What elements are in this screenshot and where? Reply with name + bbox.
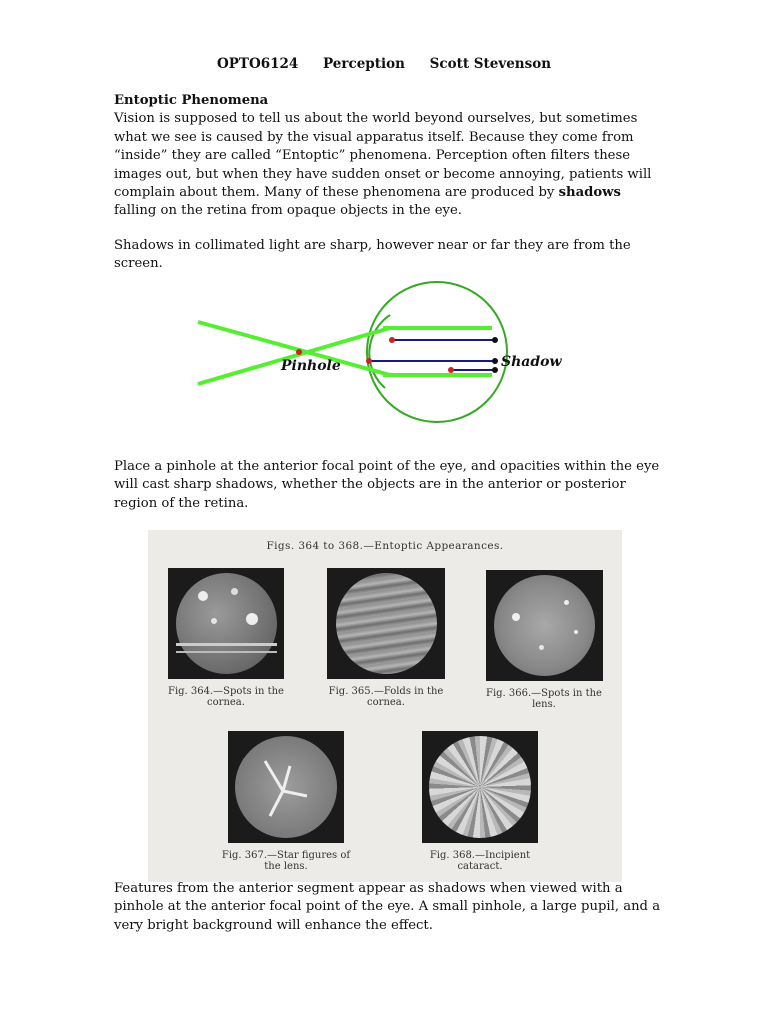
cornea-folds-disc bbox=[336, 573, 437, 674]
closing-paragraph: Features from the anterior segment appear as shadows when viewed with a pinhole at the anterior focal point of the eye. A small pinhole, a large pupil, and a very bright background will enhance the effect. bbox=[114, 881, 661, 933]
shadow-point-2 bbox=[492, 358, 498, 364]
fig-365-caption: Fig. 365.—Folds in the cornea. bbox=[328, 686, 444, 708]
fig-367-image bbox=[228, 731, 344, 843]
author-name: Scott Stevenson bbox=[429, 56, 552, 72]
intro-text-end: falling on the retina from opaque objects in the eye. bbox=[114, 203, 462, 219]
fig-364-caption: Fig. 364.—Spots in the cornea. bbox=[168, 686, 284, 708]
course-code: OPTO6124 bbox=[216, 56, 299, 72]
intro-section bbox=[114, 92, 662, 221]
fig-368-caption: Fig. 368.—Incipient cataract. bbox=[429, 850, 531, 872]
pinhole-shadow-diagram bbox=[180, 280, 580, 430]
fig-365-image bbox=[327, 568, 445, 679]
cornea-spots-disc bbox=[176, 573, 277, 674]
collimated-paragraph: Shadows in collimated light are sharp, however near or far they are from the screen. bbox=[114, 238, 631, 272]
shadow-point-3 bbox=[492, 367, 498, 373]
fig-367-caption: Fig. 367.—Star figures of the lens. bbox=[221, 850, 351, 872]
fig-366-caption: Fig. 366.—Spots in the lens. bbox=[486, 688, 602, 710]
intro-text-start: Vision is supposed to tell us about the world beyond ourselves, but sometimes what we see is caused by the visual apparatus itself. Because they come from “inside” they are called “Entoptic” phenomena. Perception often filters these images out, but when they have sudden onset or become annoying, patients will complain about them. Many of these phenomena are produced by bbox=[114, 111, 652, 201]
fig-364-image bbox=[168, 568, 284, 679]
cataract-disc bbox=[429, 736, 531, 838]
fig-366-image bbox=[486, 570, 603, 681]
section-heading: Entoptic Phenomena bbox=[114, 93, 269, 108]
shadow-point-1 bbox=[492, 337, 498, 343]
opacity-dot-2 bbox=[366, 358, 372, 364]
opacity-dot-1 bbox=[389, 337, 395, 343]
lens-star-disc bbox=[235, 736, 337, 838]
figure-title: Figs. 364 to 368.—Entoptic Appearances. bbox=[266, 540, 504, 552]
pinhole-paragraph: Place a pinhole at the anterior focal point of the eye, and opacities within the eye will cast sharp shadows, whether the objects are in the anterior or posterior region of the retina. bbox=[114, 459, 660, 511]
document-header bbox=[0, 56, 768, 72]
opacity-dot-3 bbox=[448, 367, 454, 373]
ray-lower bbox=[198, 328, 390, 384]
intro-paragraph bbox=[114, 110, 662, 220]
fig-368-image bbox=[422, 731, 538, 843]
pinhole-label: Pinhole bbox=[281, 358, 341, 374]
intro-text-bold: shadows bbox=[558, 185, 621, 201]
course-topic: Perception bbox=[322, 56, 405, 72]
entoptic-figure-plate bbox=[148, 530, 622, 882]
lens-spots-disc bbox=[494, 575, 595, 676]
pinhole-point bbox=[296, 349, 302, 355]
eye-globe bbox=[367, 282, 507, 422]
shadow-label: Shadow bbox=[501, 354, 562, 370]
